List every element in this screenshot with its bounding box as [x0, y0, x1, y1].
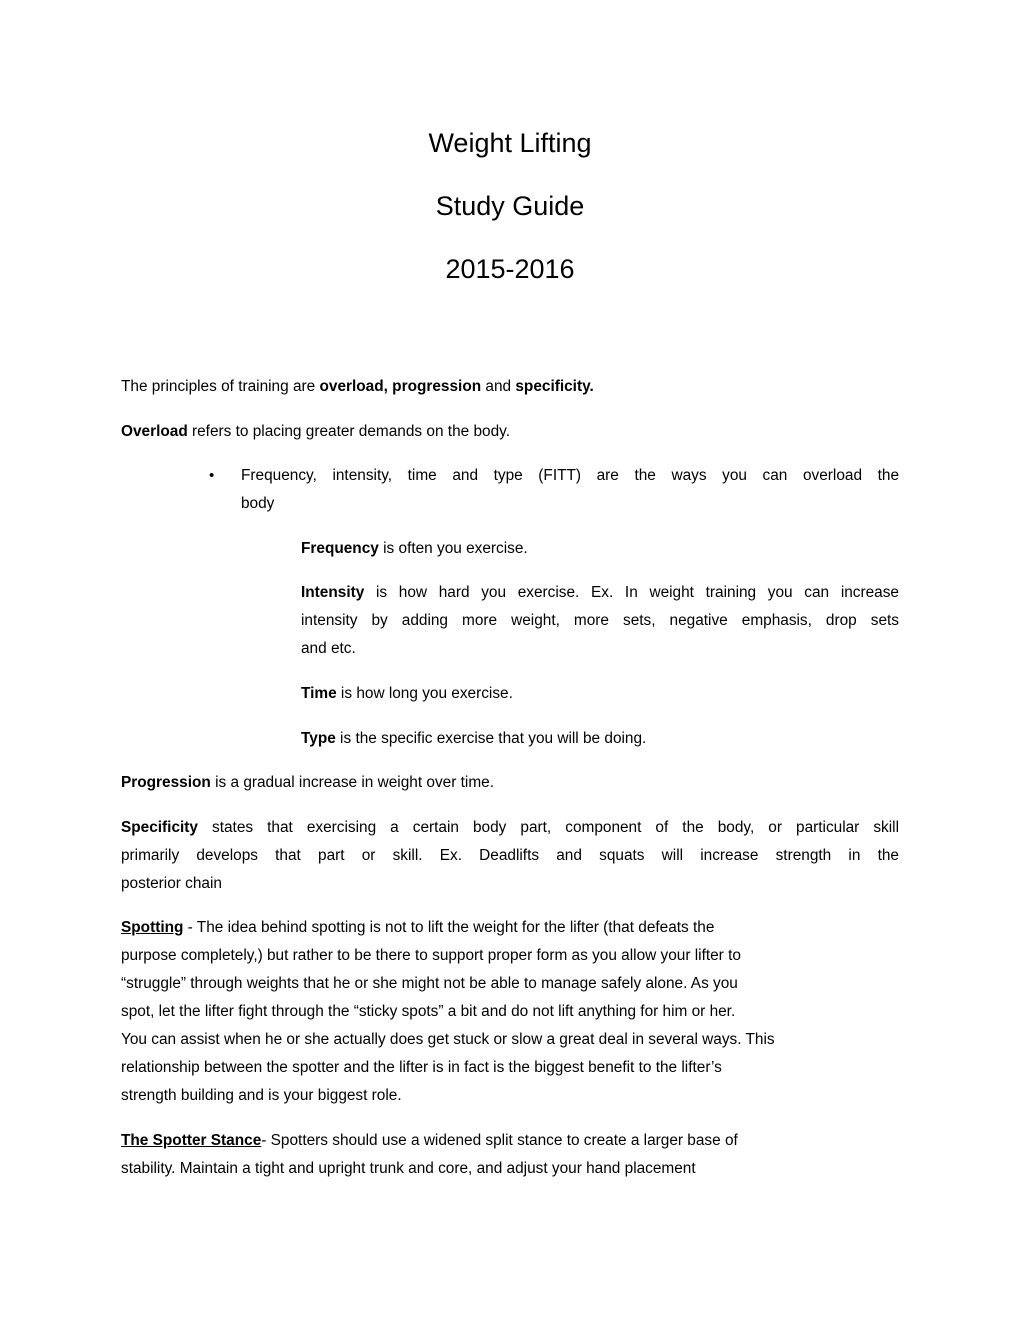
- text: Frequency, intensity, time and type (FITT) are the ways you can overload the: [241, 467, 899, 484]
- doc-title: Weight Lifting: [428, 128, 592, 158]
- fitt-bullet: [241, 462, 899, 518]
- time-paragraph: [301, 680, 513, 708]
- text: The principles of training are: [121, 378, 320, 395]
- term: Spotting: [121, 919, 184, 936]
- text: is a gradual increase in weight over time.: [210, 774, 494, 791]
- text: posterior chain: [121, 875, 222, 892]
- term: Intensity: [301, 584, 365, 601]
- text: states that exercising a certain body part, component of the body, or particular skill: [197, 819, 899, 836]
- doc-year: 2015-2016: [445, 254, 575, 284]
- principles-paragraph: [121, 373, 594, 401]
- text: - Spotters should use a widened split stance to create a larger base of: [261, 1132, 738, 1149]
- text: “struggle” through weights that he or she might not be able to manage safely alone. As you: [121, 975, 738, 992]
- text: and etc.: [301, 640, 356, 657]
- term: specificity.: [515, 378, 594, 395]
- type-paragraph: [301, 725, 646, 753]
- text: purpose completely,) but rather to be there to support proper form as you allow your lifter to: [121, 947, 741, 964]
- text: and: [481, 378, 516, 395]
- specificity-paragraph: [121, 814, 899, 898]
- text: spot, let the lifter fight through the “sticky spots” a bit and do not lift anything for him or her.: [121, 1003, 736, 1020]
- text: - The idea behind spotting is not to lift the weight for the lifter (that defeats the: [183, 919, 715, 936]
- text: relationship between the spotter and the lifter is in fact is the biggest benefit to the lifter’s: [121, 1059, 722, 1076]
- term: The Spotter Stance: [121, 1132, 262, 1149]
- term: Overload: [121, 423, 188, 440]
- text: is the specific exercise that you will be doing.: [335, 730, 647, 747]
- text: refers to placing greater demands on the body.: [187, 423, 510, 440]
- bullet-icon: •: [209, 467, 215, 484]
- text: intensity by adding more weight, more sets, negative emphasis, drop sets: [301, 612, 899, 629]
- term: Frequency: [301, 540, 379, 557]
- intensity-paragraph: [301, 579, 899, 663]
- text: strength building and is your biggest role.: [121, 1087, 402, 1104]
- text: stability. Maintain a tight and upright trunk and core, and adjust your hand placement: [121, 1160, 696, 1177]
- term: Specificity: [121, 819, 198, 836]
- text: primarily develops that part or skill. Ex. Deadlifts and squats will increase strength in the: [121, 847, 899, 864]
- progression-paragraph: [121, 769, 494, 797]
- frequency-paragraph: [301, 535, 528, 563]
- term: Time: [301, 685, 337, 702]
- spotting-paragraph: [121, 914, 911, 1110]
- text: is often you exercise.: [378, 540, 528, 557]
- text: is how long you exercise.: [336, 685, 513, 702]
- text: You can assist when he or she actually does get stuck or slow a great deal in several ways. This: [121, 1031, 775, 1048]
- term: Progression: [121, 774, 211, 791]
- spotter-stance-paragraph: [121, 1127, 911, 1183]
- text: body: [241, 495, 275, 512]
- text: is how hard you exercise. Ex. In weight training you can increase: [364, 584, 899, 601]
- doc-subtitle: Study Guide: [435, 191, 585, 221]
- term: overload, progression: [319, 378, 482, 395]
- term: Type: [301, 730, 336, 747]
- overload-paragraph: [121, 418, 510, 446]
